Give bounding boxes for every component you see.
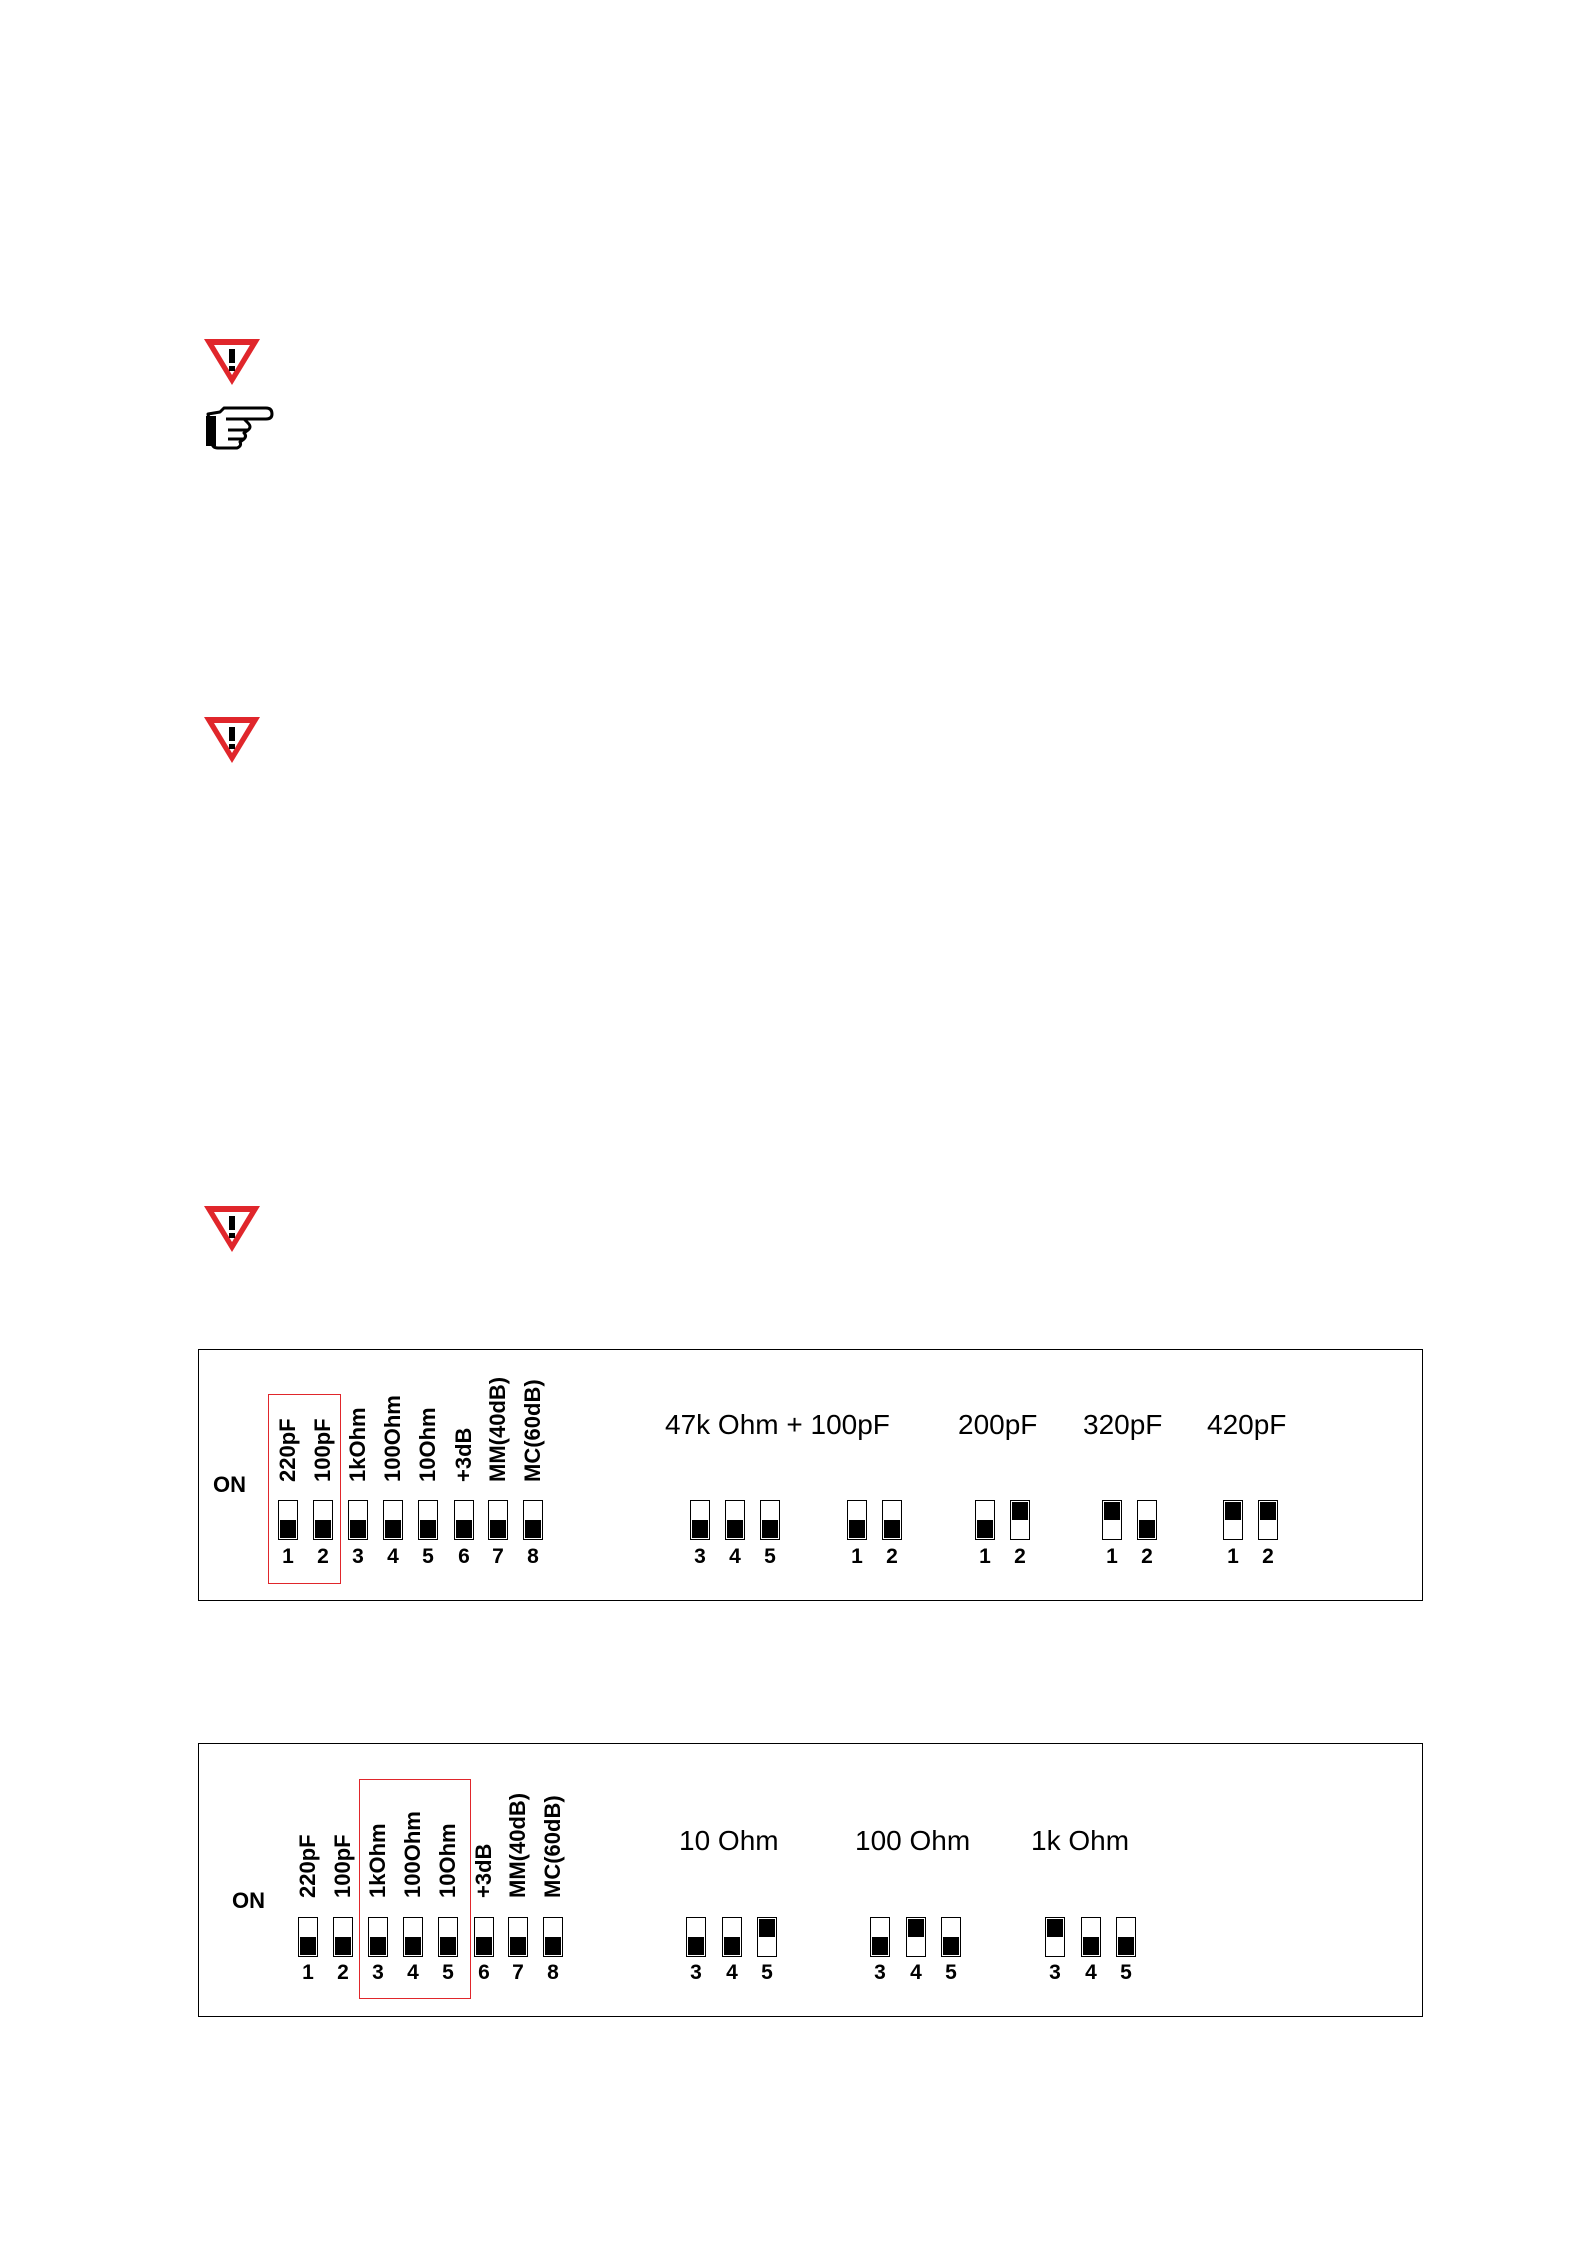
example-switch-number: 3	[694, 1545, 706, 1568]
switch-knob	[849, 1520, 865, 1538]
dip-switch-5[interactable]	[438, 1917, 458, 1957]
dip-switch-3[interactable]	[348, 1500, 368, 1540]
switch-label-8: MC(60dB)	[520, 1379, 545, 1482]
switch-label-7: MM(40dB)	[505, 1792, 530, 1898]
dip-switch-1[interactable]	[278, 1500, 298, 1540]
example-switch[interactable]	[1258, 1500, 1278, 1540]
dip-switch-4[interactable]	[403, 1917, 423, 1957]
example-switch[interactable]	[1081, 1917, 1101, 1957]
example-title: 100 Ohm	[855, 1825, 971, 1856]
on-label: ON	[232, 1888, 265, 1913]
switch-label-2: 100pF	[310, 1418, 335, 1482]
switch-number-1: 1	[302, 1961, 314, 1984]
switch-number-1: 1	[282, 1545, 294, 1568]
example-switch[interactable]	[1010, 1500, 1030, 1540]
switch-number-8: 8	[527, 1545, 539, 1568]
switch-knob	[315, 1520, 331, 1538]
example-switch-number: 1	[1106, 1545, 1118, 1568]
example-title: 200pF	[958, 1409, 1038, 1440]
switch-knob	[724, 1937, 740, 1955]
switch-number-7: 7	[492, 1545, 504, 1568]
switch-knob	[335, 1937, 351, 1955]
example-switch[interactable]	[906, 1917, 926, 1957]
example-switch[interactable]	[757, 1917, 777, 1957]
switch-knob	[1118, 1937, 1134, 1955]
switch-number-3: 3	[372, 1961, 384, 1984]
example-switch[interactable]	[760, 1500, 780, 1540]
switch-knob	[545, 1937, 561, 1955]
example-switch-number: 5	[945, 1961, 957, 1984]
switch-label-3: 1kOhm	[345, 1407, 370, 1482]
warning-icon	[200, 1202, 264, 1256]
switch-number-6: 6	[458, 1545, 470, 1568]
switch-number-5: 5	[422, 1545, 434, 1568]
dip-switch-8[interactable]	[543, 1917, 563, 1957]
switch-knob	[420, 1520, 436, 1538]
example-title: 420pF	[1207, 1409, 1287, 1440]
switch-number-4: 4	[407, 1961, 419, 1984]
example-title: 320pF	[1083, 1409, 1163, 1440]
switch-knob	[872, 1937, 888, 1955]
example-switch[interactable]	[1045, 1917, 1065, 1957]
example-switch[interactable]	[1223, 1500, 1243, 1540]
warning-icon	[200, 713, 264, 767]
example-switch-number: 3	[690, 1961, 702, 1984]
switch-label-8: MC(60dB)	[540, 1795, 565, 1898]
switch-knob	[456, 1520, 472, 1538]
switch-knob	[490, 1520, 506, 1538]
switch-knob	[727, 1520, 743, 1538]
example-switch[interactable]	[725, 1500, 745, 1540]
example-switch[interactable]	[882, 1500, 902, 1540]
example-switch-number: 4	[726, 1961, 738, 1984]
switch-number-5: 5	[442, 1961, 454, 1984]
switch-knob	[692, 1520, 708, 1538]
switch-knob	[370, 1937, 386, 1955]
example-switch-number: 2	[1141, 1545, 1153, 1568]
switch-knob	[977, 1520, 993, 1538]
switch-label-3: 1kOhm	[365, 1823, 390, 1898]
switch-knob	[1139, 1520, 1155, 1538]
dip-switch-6[interactable]	[474, 1917, 494, 1957]
example-title: 10 Ohm	[679, 1825, 779, 1856]
switch-knob	[908, 1919, 924, 1937]
switch-number-7: 7	[512, 1961, 524, 1984]
switch-knob	[1083, 1937, 1099, 1955]
switch-number-2: 2	[317, 1545, 329, 1568]
switch-number-8: 8	[547, 1961, 559, 1984]
switch-knob	[350, 1520, 366, 1538]
switch-label-7: MM(40dB)	[485, 1376, 510, 1482]
example-switch[interactable]	[1116, 1917, 1136, 1957]
switch-knob	[884, 1520, 900, 1538]
example-switch-number: 4	[910, 1961, 922, 1984]
dip-switch-3[interactable]	[368, 1917, 388, 1957]
example-switch-number: 3	[874, 1961, 886, 1984]
switch-number-3: 3	[352, 1545, 364, 1568]
switch-knob	[1260, 1502, 1276, 1520]
switch-knob	[688, 1937, 704, 1955]
switch-label-4: 100Ohm	[380, 1395, 405, 1482]
example-switch-number: 5	[1120, 1961, 1132, 1984]
example-switch-number: 4	[729, 1545, 741, 1568]
switch-label-1: 220pF	[295, 1834, 320, 1898]
switch-knob	[525, 1520, 541, 1538]
switch-label-2: 100pF	[330, 1834, 355, 1898]
example-title: 47k Ohm + 100pF	[665, 1409, 890, 1440]
example-switch[interactable]	[975, 1500, 995, 1540]
example-switch-number: 4	[1085, 1961, 1097, 1984]
dip-switch-7[interactable]	[488, 1500, 508, 1540]
warning-icon	[200, 335, 264, 389]
switch-number-6: 6	[478, 1961, 490, 1984]
example-switch-number: 5	[761, 1961, 773, 1984]
switch-label-5: 10Ohm	[415, 1407, 440, 1482]
example-switch[interactable]	[722, 1917, 742, 1957]
dip-switch-2[interactable]	[313, 1500, 333, 1540]
example-switch-number: 1	[851, 1545, 863, 1568]
switch-label-5: 10Ohm	[435, 1823, 460, 1898]
switch-knob	[280, 1520, 296, 1538]
example-switch-number: 5	[764, 1545, 776, 1568]
switch-knob	[943, 1937, 959, 1955]
example-switch[interactable]	[690, 1500, 710, 1540]
example-switch[interactable]	[1102, 1500, 1122, 1540]
example-switch-number: 3	[1049, 1961, 1061, 1984]
example-switch-number: 2	[886, 1545, 898, 1568]
example-switch[interactable]	[686, 1917, 706, 1957]
example-switch-number: 2	[1014, 1545, 1026, 1568]
dip-switch-7[interactable]	[508, 1917, 528, 1957]
example-title: 1k Ohm	[1031, 1825, 1130, 1856]
switch-knob	[1104, 1502, 1120, 1520]
dip-switch-2[interactable]	[333, 1917, 353, 1957]
pointing-hand-icon	[204, 394, 274, 450]
switch-knob	[759, 1919, 775, 1937]
switch-knob	[1012, 1502, 1028, 1520]
switch-label-6: +3dB	[471, 1843, 496, 1898]
dip-switch-5[interactable]	[418, 1500, 438, 1540]
example-switch-number: 1	[1227, 1545, 1239, 1568]
switch-knob	[385, 1520, 401, 1538]
dip-switch-8[interactable]	[523, 1500, 543, 1540]
example-switch[interactable]	[941, 1917, 961, 1957]
switch-knob	[405, 1937, 421, 1955]
dip-switch-6[interactable]	[454, 1500, 474, 1540]
on-label: ON	[213, 1472, 246, 1497]
switch-label-6: +3dB	[451, 1427, 476, 1482]
switch-knob	[1225, 1502, 1241, 1520]
example-switch[interactable]	[870, 1917, 890, 1957]
dip-switch-1[interactable]	[298, 1917, 318, 1957]
switch-knob	[1047, 1919, 1063, 1937]
switch-number-2: 2	[337, 1961, 349, 1984]
dip-switch-4[interactable]	[383, 1500, 403, 1540]
switch-knob	[300, 1937, 316, 1955]
switch-label-4: 100Ohm	[400, 1811, 425, 1898]
example-switch[interactable]	[847, 1500, 867, 1540]
example-switch-number: 2	[1262, 1545, 1274, 1568]
switch-knob	[440, 1937, 456, 1955]
switch-knob	[476, 1937, 492, 1955]
switch-label-1: 220pF	[275, 1418, 300, 1482]
example-switch[interactable]	[1137, 1500, 1157, 1540]
switch-knob	[762, 1520, 778, 1538]
switch-knob	[510, 1937, 526, 1955]
switch-number-4: 4	[387, 1545, 399, 1568]
example-switch-number: 1	[979, 1545, 991, 1568]
